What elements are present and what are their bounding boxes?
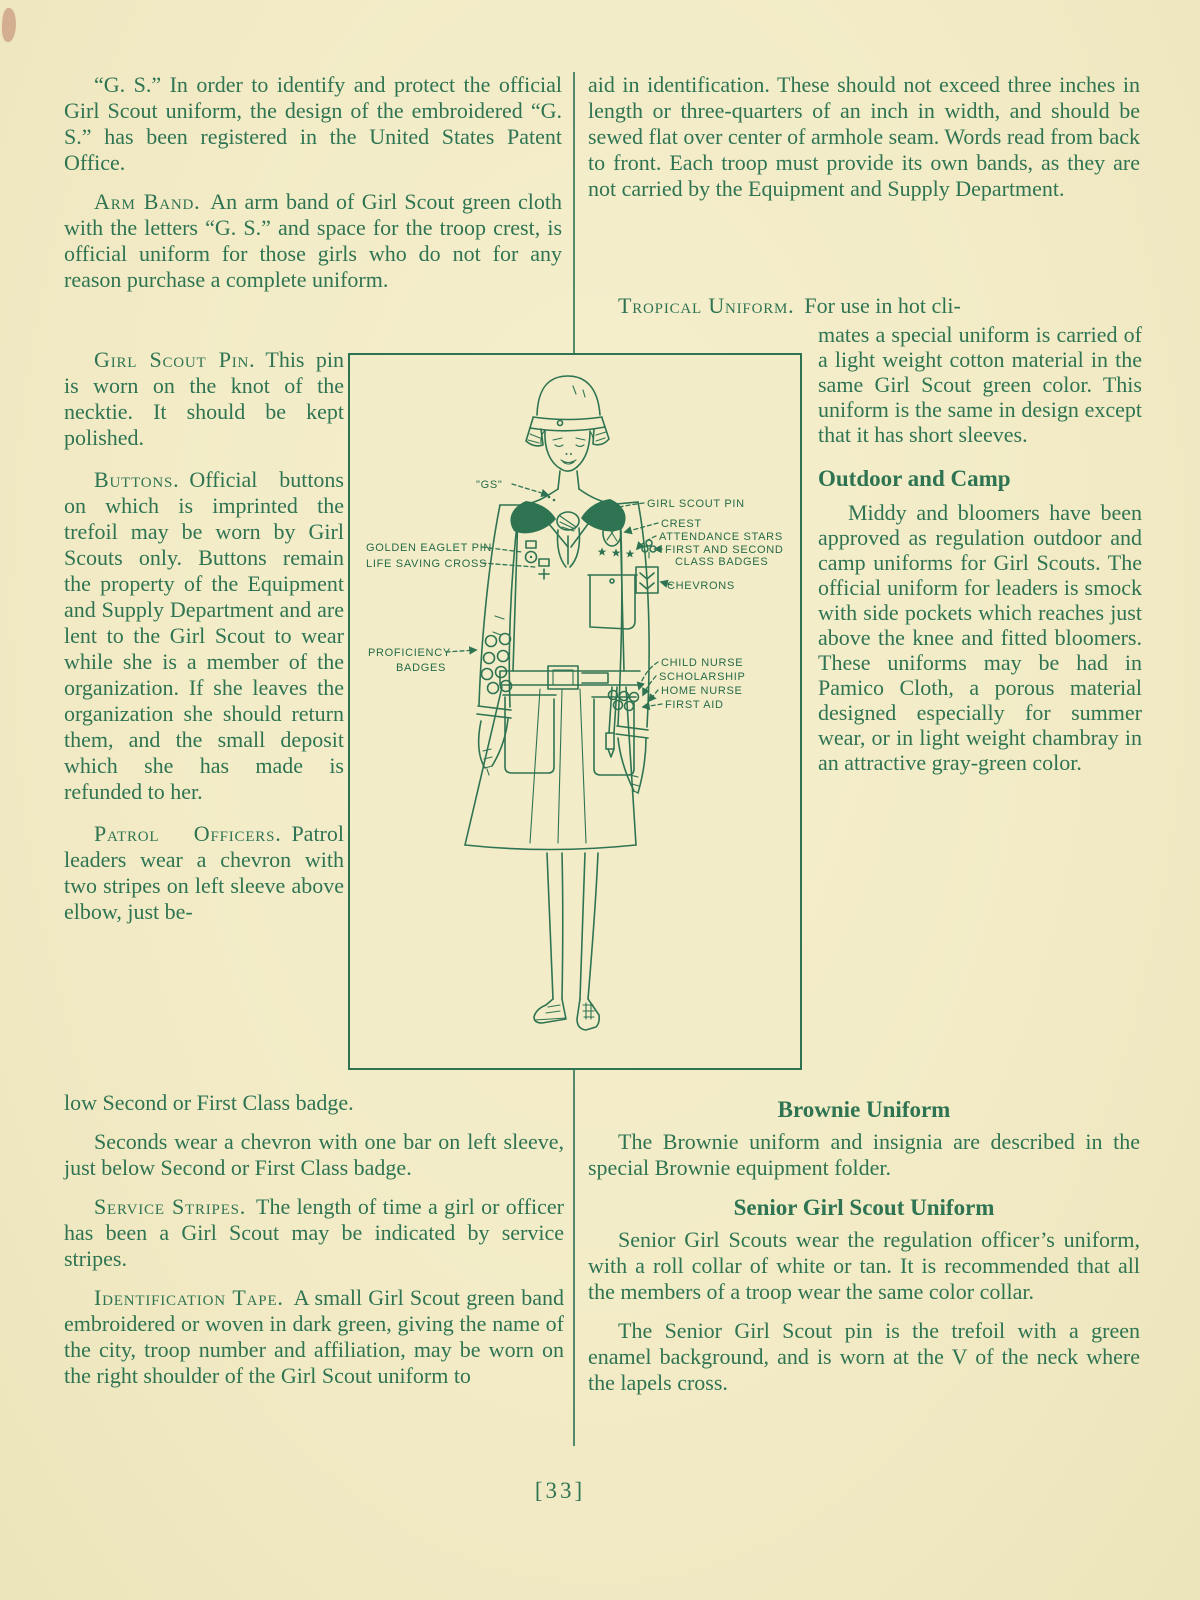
right-column-top <box>588 72 1140 202</box>
paragraph-buttons <box>64 467 344 805</box>
label-badges: BADGES <box>396 662 447 674</box>
label-scholarship: SCHOLARSHIP <box>659 671 746 683</box>
paragraph-brownie <box>588 1129 1140 1181</box>
legs-shoes-drawing <box>534 853 599 1030</box>
label-attendance-stars: ATTENDANCE STARS <box>659 531 783 543</box>
heading-brownie-uniform: Brownie Uniform <box>777 1097 951 1122</box>
paragraph-patrol-officers <box>64 821 344 925</box>
small-caps-lead: Buttons. <box>94 467 180 492</box>
paragraph-text: mates a special uniform is carried of a light weight cotton material in the same Girl Scout green color. This uniform is the same in design except that it has short sleeves. <box>818 322 1142 447</box>
label-child-nurse: CHILD NURSE <box>661 657 744 669</box>
paragraph-text: Official buttons on which is imprinted the trefoil may be worn by Girl Scouts only. Buttons remain the property of the Equipment and Supply Department and are lent to the Girl Scout to wear while she is a member of the organization. If she leaves the organization she should return them, and the small deposit which she has made is refunded to her. <box>64 467 344 804</box>
left-column-bottom <box>64 1090 564 1389</box>
small-caps-lead: Tropical Uniform. <box>618 293 795 318</box>
small-caps-lead: Service Stripes. <box>94 1194 247 1219</box>
tropical-heading-line <box>588 293 1148 319</box>
paragraph-girl-scout-pin <box>64 347 344 451</box>
label-first-aid: FIRST AID <box>665 699 724 711</box>
paragraph-identification-tape <box>64 1285 564 1389</box>
paragraph-text: An arm band of Girl Scout green cloth with the letters “G. S.” and space for the troop crest, is official uniform for those girls who do not for any reason purchase a complete uniform. <box>64 189 562 292</box>
paragraph-text: The Senior Girl Scout pin is the trefoil with a green enamel background, and is worn at the V of the neck where the lapels cross. <box>588 1318 1140 1395</box>
ink-smudge <box>1 8 17 43</box>
paragraph-service-stripes <box>64 1194 564 1272</box>
label-proficiency: PROFICIENCY <box>368 647 451 659</box>
label-class-badges: CLASS BADGES <box>675 556 769 568</box>
heading-outdoor-and-camp: Outdoor and Camp <box>818 466 1011 491</box>
paragraph-text: A small Girl Scout green band embroidered or woven in dark green, giving the name of the city, troop number and affiliation, may be worn on the right shoulder of the Girl Scout uniform to <box>64 1285 564 1388</box>
left-column-top <box>64 72 562 293</box>
label-crest: CREST <box>661 518 702 530</box>
uniform-illustration <box>348 353 802 1070</box>
paragraph-senior-1 <box>588 1227 1140 1305</box>
paragraph-text: For use in hot cli- <box>804 293 961 318</box>
label-first-and-second: FIRST AND SECOND <box>665 544 784 556</box>
right-column-narrow <box>818 322 1142 775</box>
paragraph-text: Seconds wear a chevron with one bar on left sleeve, just below Second or First Class badge. <box>64 1129 564 1180</box>
chest-insignia-drawing <box>526 520 659 593</box>
label-chevrons: CHEVRONS <box>667 580 735 592</box>
paragraph-text: Middy and bloomers have been approved as regulation outdoor and camp uniforms for Girl Scouts. The official uniform for leaders is smock with side pockets which reaches just above the knee and fitted bloomers. These uniforms may be had in Pamico Cloth, a porous material designed especially for summer wear, or in light weight chambray in an attractive gray-green color. <box>818 500 1142 775</box>
hat-drawing <box>526 376 609 446</box>
paragraph-text: low Second or First Class badge. <box>64 1090 354 1115</box>
paragraph-middy <box>818 500 1142 775</box>
small-caps-lead: Girl Scout Pin. <box>94 347 256 372</box>
left-column-narrow <box>64 347 344 925</box>
paragraph-text: Patrol leaders wear a chevron with two stripes on left sleeve above elbow, just be- <box>64 821 344 924</box>
small-caps-lead: Patrol Officers. <box>94 821 282 846</box>
blouse-drawing <box>513 511 637 671</box>
label-girl-scout-pin: GIRL SCOUT PIN <box>647 498 745 510</box>
paragraph-gs <box>64 72 562 176</box>
heading-senior-uniform: Senior Girl Scout Uniform <box>733 1195 995 1220</box>
paragraph-text: This pin is worn on the knot of the necktie. It should be kept polished. <box>64 347 344 450</box>
paragraph-tropical-continuation <box>818 322 1142 447</box>
paragraph-senior-2 <box>588 1318 1140 1396</box>
paragraph-text: aid in identification. These should not exceed three inches in length or three-quarters of an inch in width, and should be sewed flat over center of armhole seam. Words read from back to front. Each troop must provide its own bands, as they are not carried by the Equipment and Supply Department. <box>588 72 1140 201</box>
paragraph-text: The Brownie uniform and insignia are described in the special Brownie equipment folder. <box>588 1129 1140 1180</box>
label-gs: "GS" <box>476 479 503 491</box>
face-drawing <box>541 430 593 471</box>
paragraph-aid <box>588 72 1140 202</box>
label-home-nurse: HOME NURSE <box>661 685 743 697</box>
label-life-saving-cross: LIFE SAVING CROSS <box>366 558 488 570</box>
paragraph-arm-band <box>64 189 562 293</box>
small-caps-lead: Arm Band. <box>94 189 201 214</box>
paragraph-patrol-continuation <box>64 1090 564 1116</box>
paragraph-text: “G. S.” In order to identify and protect the official Girl Scout uniform, the design of the embroidered “G. S.” has been registered in the United States Patent Office. <box>64 72 562 175</box>
paragraph-tropical <box>588 293 1148 319</box>
page-number: [33] <box>534 1478 586 1503</box>
paragraph-seconds <box>64 1129 564 1181</box>
label-golden-eaglet-pin: GOLDEN EAGLET PIN <box>366 542 493 554</box>
paragraph-text: Senior Girl Scouts wear the regulation officer’s uniform, with a roll collar of white or tan. It is recommended that all the members of a troop wear the same color collar. <box>588 1227 1140 1304</box>
neckerchief-drawing <box>510 499 625 567</box>
paragraph-text: The length of time a girl or officer has been a Girl Scout may be indicated by service stripes. <box>64 1194 564 1271</box>
right-column-bottom <box>588 1094 1140 1396</box>
small-caps-lead: Identification Tape. <box>94 1285 284 1310</box>
